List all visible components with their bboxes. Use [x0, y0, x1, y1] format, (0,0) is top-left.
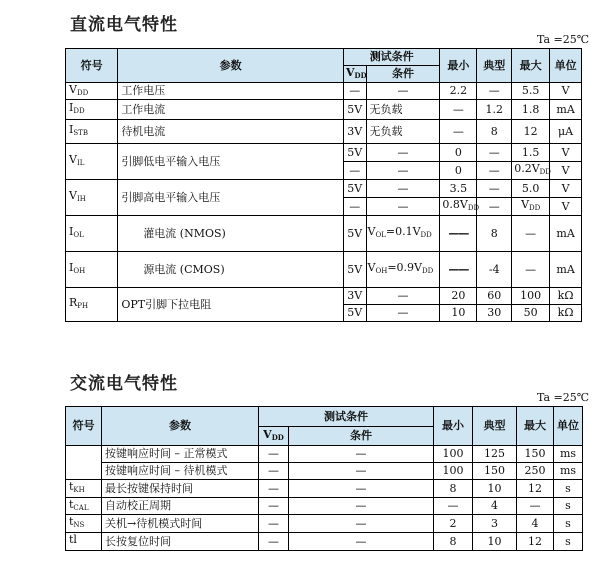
- param-cell: 按键响应时间 – 待机模式: [102, 463, 259, 480]
- unit-cell: kΩ: [550, 305, 582, 322]
- typ-cell: 8: [477, 216, 512, 252]
- unit-cell: V: [550, 162, 582, 180]
- max-cell: 5.0: [512, 180, 550, 198]
- max-cell: 5.5: [512, 83, 550, 100]
- typ-cell: 1.2: [477, 100, 512, 120]
- typ-cell: —: [477, 180, 512, 198]
- max-cell: 4: [517, 515, 554, 533]
- symbol-cell: $I_{DD}$: [66, 100, 118, 120]
- symbol-cell: $V_{DD}$: [66, 83, 118, 100]
- dc-ta-note: Ta =25℃: [537, 33, 590, 46]
- dc-characteristics-table: [65, 48, 582, 322]
- symbol-cell: tl: [66, 533, 102, 551]
- min-cell: 8: [434, 533, 473, 551]
- vdd-cell: —: [259, 533, 289, 551]
- typ-cell: -4: [477, 252, 512, 288]
- unit-cell: s: [554, 498, 583, 515]
- min-cell: 2: [434, 515, 473, 533]
- param-cell: 最长按键保持时间: [102, 480, 259, 498]
- typ-cell: 150: [473, 463, 517, 480]
- table-row: [66, 463, 583, 480]
- typ-cell: —: [477, 162, 512, 180]
- cond-cell: $V_{OH}=0.9V_{DD}$: [366, 252, 440, 288]
- unit-cell: μA: [550, 120, 582, 144]
- param-cell: 灌电流 (NMOS): [118, 216, 344, 252]
- unit-cell: V: [550, 83, 582, 100]
- table-row: [66, 515, 583, 533]
- dc-header-unit: 单位: [550, 49, 582, 83]
- table-row: [66, 446, 583, 463]
- cond-cell: —: [366, 305, 440, 322]
- unit-cell: ms: [554, 463, 583, 480]
- param-cell: 引脚高电平输入电压: [118, 180, 344, 216]
- cond-cell: —: [366, 162, 440, 180]
- ac-header-min: 最小: [434, 407, 473, 446]
- ac-header-symbol: 符号: [66, 407, 102, 446]
- typ-cell: 10: [473, 533, 517, 551]
- vdd-cell: —: [259, 498, 289, 515]
- dc-header-min: 最小: [440, 49, 477, 83]
- cond-cell: —: [366, 83, 440, 100]
- max-cell: 100: [512, 288, 550, 305]
- vdd-cell: 5V: [343, 305, 366, 322]
- max-cell: 250: [517, 463, 554, 480]
- typ-cell: 8: [477, 120, 512, 144]
- min-cell: 0: [440, 162, 477, 180]
- cond-cell: —: [289, 515, 434, 533]
- ac-characteristics-table: [65, 406, 583, 551]
- min-cell: 8: [434, 480, 473, 498]
- min-cell: 0: [440, 144, 477, 162]
- vdd-cell: 5V: [343, 144, 366, 162]
- vdd-cell: 3V: [343, 120, 366, 144]
- cond-cell: $V_{OL}=0.1V_{DD}$: [366, 216, 440, 252]
- table-row: [66, 100, 582, 120]
- max-cell: 1.5: [512, 144, 550, 162]
- ac-header-unit: 单位: [554, 407, 583, 446]
- unit-cell: s: [554, 480, 583, 498]
- ac-header-cond: 条件: [289, 427, 434, 446]
- symbol-cell: $V_{IL}$: [66, 144, 118, 180]
- min-cell: ——: [440, 216, 477, 252]
- dc-header-symbol: 符号: [66, 49, 118, 83]
- cond-cell: —: [289, 463, 434, 480]
- cond-cell: —: [366, 144, 440, 162]
- dc-header-test: 测试条件: [343, 49, 439, 66]
- table-row: [66, 120, 582, 144]
- min-cell: ——: [440, 252, 477, 288]
- ac-header-test: 测试条件: [259, 407, 434, 427]
- typ-cell: —: [477, 198, 512, 216]
- cond-cell: —: [289, 446, 434, 463]
- param-cell: 工作电流: [118, 100, 344, 120]
- vdd-cell: —: [259, 446, 289, 463]
- max-cell: 12: [517, 533, 554, 551]
- min-cell: —: [440, 120, 477, 144]
- symbol-cell: $t_{CAL}$: [66, 498, 102, 515]
- unit-cell: kΩ: [550, 288, 582, 305]
- vdd-cell: —: [259, 480, 289, 498]
- table-row: [66, 288, 582, 305]
- dc-header-vdd: $V_{DD}$: [343, 66, 366, 83]
- cond-cell: 无负载: [366, 120, 440, 144]
- table-row: [66, 252, 582, 288]
- max-cell: —: [517, 498, 554, 515]
- typ-cell: 30: [477, 305, 512, 322]
- param-cell: 引脚低电平输入电压: [118, 144, 344, 180]
- unit-cell: mA: [550, 100, 582, 120]
- vdd-cell: —: [259, 515, 289, 533]
- max-cell: —: [512, 252, 550, 288]
- unit-cell: mA: [550, 216, 582, 252]
- unit-cell: V: [550, 198, 582, 216]
- cond-cell: —: [289, 498, 434, 515]
- dc-header-param: 参数: [118, 49, 344, 83]
- max-cell: 50: [512, 305, 550, 322]
- vdd-cell: —: [343, 83, 366, 100]
- min-cell: 20: [440, 288, 477, 305]
- dc-header-typ: 典型: [477, 49, 512, 83]
- unit-cell: ms: [554, 446, 583, 463]
- vdd-cell: 5V: [343, 180, 366, 198]
- min-cell: —: [434, 498, 473, 515]
- min-cell: $0.8V_{DD}$: [440, 198, 477, 216]
- dc-header-max: 最大: [512, 49, 550, 83]
- unit-cell: s: [554, 515, 583, 533]
- vdd-cell: 5V: [343, 252, 366, 288]
- param-cell: 关机→待机模式时间: [102, 515, 259, 533]
- unit-cell: V: [550, 144, 582, 162]
- cond-cell: —: [366, 198, 440, 216]
- typ-cell: —: [477, 83, 512, 100]
- cond-cell: —: [289, 533, 434, 551]
- max-cell: 12: [517, 480, 554, 498]
- max-cell: 150: [517, 446, 554, 463]
- min-cell: 100: [434, 463, 473, 480]
- ac-section-title: 交流电气特性: [70, 374, 178, 394]
- table-row: [66, 83, 582, 100]
- unit-cell: V: [550, 180, 582, 198]
- symbol-cell: [66, 463, 102, 480]
- ac-header-vdd: $V_{DD}$: [259, 427, 289, 446]
- ac-header-typ: 典型: [473, 407, 517, 446]
- min-cell: 100: [434, 446, 473, 463]
- ac-header-max: 最大: [517, 407, 554, 446]
- cond-cell: —: [366, 288, 440, 305]
- min-cell: 10: [440, 305, 477, 322]
- vdd-cell: —: [343, 198, 366, 216]
- vdd-cell: 3V: [343, 288, 366, 305]
- table-row: [66, 480, 583, 498]
- typ-cell: 125: [473, 446, 517, 463]
- min-cell: —: [440, 100, 477, 120]
- max-cell: 1.8: [512, 100, 550, 120]
- vdd-cell: 5V: [343, 100, 366, 120]
- typ-cell: 60: [477, 288, 512, 305]
- vdd-cell: —: [259, 463, 289, 480]
- cond-cell: —: [366, 180, 440, 198]
- symbol-cell: $t_{KH}$: [66, 480, 102, 498]
- table-row: [66, 180, 582, 198]
- param-cell: 工作电压: [118, 83, 344, 100]
- dc-section-title: 直流电气特性: [70, 15, 178, 35]
- max-cell: $V_{DD}$: [512, 198, 550, 216]
- param-cell: 自动校正周期: [102, 498, 259, 515]
- dc-header-cond: 条件: [366, 66, 440, 83]
- table-row: [66, 533, 583, 551]
- table-row: [66, 498, 583, 515]
- symbol-cell: $R_{PH}$: [66, 288, 118, 322]
- typ-cell: 3: [473, 515, 517, 533]
- unit-cell: s: [554, 533, 583, 551]
- cond-cell: 无负载: [366, 100, 440, 120]
- param-cell: 长按复位时间: [102, 533, 259, 551]
- unit-cell: mA: [550, 252, 582, 288]
- typ-cell: 4: [473, 498, 517, 515]
- symbol-cell: $t_{NS}$: [66, 515, 102, 533]
- symbol-cell: [66, 446, 102, 463]
- vdd-cell: 5V: [343, 216, 366, 252]
- param-cell: 源电流 (CMOS): [118, 252, 344, 288]
- table-row: [66, 216, 582, 252]
- symbol-cell: $I_{STB}$: [66, 120, 118, 144]
- ac-ta-note: Ta =25℃: [537, 391, 590, 404]
- min-cell: 2.2: [440, 83, 477, 100]
- min-cell: 3.5: [440, 180, 477, 198]
- max-cell: —: [512, 216, 550, 252]
- vdd-cell: —: [343, 162, 366, 180]
- typ-cell: 10: [473, 480, 517, 498]
- symbol-cell: $I_{OH}$: [66, 252, 118, 288]
- param-cell: 待机电流: [118, 120, 344, 144]
- max-cell: 12: [512, 120, 550, 144]
- table-row: [66, 144, 582, 162]
- symbol-cell: $I_{OL}$: [66, 216, 118, 252]
- symbol-cell: $V_{IH}$: [66, 180, 118, 216]
- ac-header-param: 参数: [102, 407, 259, 446]
- param-cell: OPT引脚下拉电阻: [118, 288, 344, 322]
- max-cell: $0.2V_{DD}$: [512, 162, 550, 180]
- param-cell: 按键响应时间 – 正常模式: [102, 446, 259, 463]
- typ-cell: —: [477, 144, 512, 162]
- cond-cell: —: [289, 480, 434, 498]
